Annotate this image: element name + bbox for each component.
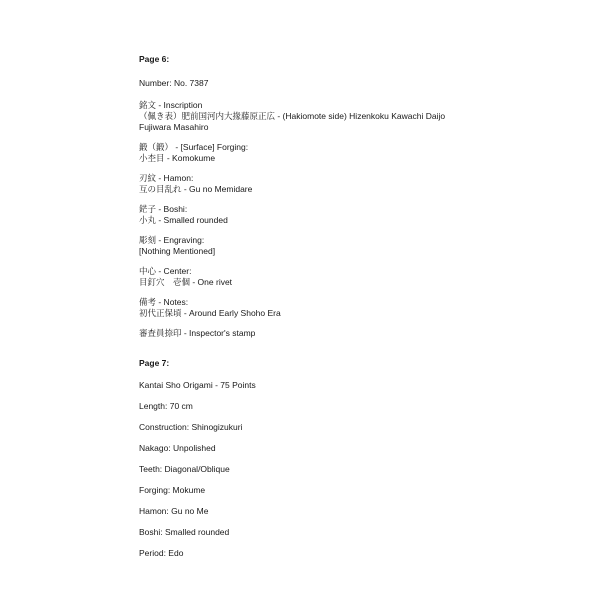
page7-item: Length: 70 cm (139, 401, 193, 411)
page7-heading: Page 7: (139, 358, 170, 368)
entry-value: （佩き表）肥前国河内大掾藤原正広 - (Hakiomote side) Hizenkoku Kawachi Daijo Fujiwara Masahiro (139, 111, 446, 132)
stamp-entry (139, 328, 579, 339)
page7-item: Boshi: Smalled rounded (139, 527, 230, 537)
entry-label: 銘文 - Inscription (139, 100, 203, 110)
entry-label: 鋩子 - Boshi: (139, 204, 188, 214)
entry-label: 刃紋 - Hamon: (139, 173, 194, 183)
entry-value: 互の目乱れ - Gu no Memidare (139, 184, 253, 194)
inscription-entry (139, 100, 579, 133)
center-entry (139, 266, 579, 288)
entry-label: 備考 - Notes: (139, 297, 189, 307)
entry-value: [Nothing Mentioned] (139, 246, 216, 256)
entry-label: 鍛（鍛） - [Surface] Forging: (139, 142, 249, 152)
page7-item: Forging: Mokume (139, 485, 206, 495)
document-content (139, 54, 579, 569)
entry-value: 初代正保頃 - Around Early Shoho Era (139, 308, 281, 318)
page7-item: Nakago: Unpolished (139, 443, 216, 453)
entry-value: 目釘穴 壱個 - One rivet (139, 277, 233, 287)
hamon-entry (139, 173, 579, 195)
entry-label: 彫刻 - Engraving: (139, 235, 205, 245)
entry-value: 小杢目 - Komokume (139, 153, 216, 163)
page7-item: Period: Edo (139, 548, 184, 558)
page6-number: Number: No. 7387 (139, 78, 209, 88)
entry-label: 中心 - Center: (139, 266, 192, 276)
entry-value: 小丸 - Smalled rounded (139, 215, 228, 225)
page7-item: Hamon: Gu no Me (139, 506, 209, 516)
boshi-entry (139, 204, 579, 226)
notes-entry (139, 297, 579, 319)
page7-item: Construction: Shinogizukuri (139, 422, 243, 432)
page7-item: Kantai Sho Origami - 75 Points (139, 380, 256, 390)
page7-item: Teeth: Diagonal/Oblique (139, 464, 230, 474)
forging-entry (139, 142, 579, 164)
page6-heading: Page 6: (139, 54, 170, 64)
entry-label: 審査員捺印 - Inspector's stamp (139, 328, 256, 338)
engraving-entry (139, 235, 579, 257)
